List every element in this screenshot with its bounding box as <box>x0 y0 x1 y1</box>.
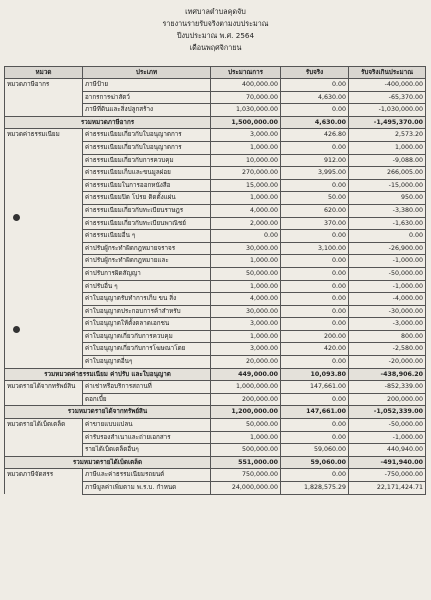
subtotal-row <box>5 406 426 419</box>
table-row <box>5 381 426 394</box>
diff-cell: -9,088.00 <box>349 154 426 167</box>
estimate-cell: 2,000.00 <box>211 217 281 230</box>
table-row <box>5 129 426 142</box>
type-cell: ค่าปรับการผิดสัญญา <box>83 267 211 280</box>
estimate-cell: 30,000.00 <box>211 242 281 255</box>
actual-cell: 0.00 <box>281 255 349 268</box>
table-row <box>5 217 426 230</box>
estimate-cell: 24,000,000.00 <box>211 482 281 495</box>
category-cell <box>5 393 83 406</box>
category-cell <box>5 179 83 192</box>
table-row <box>5 431 426 444</box>
subtotal-actual: 4,630.00 <box>281 116 349 129</box>
table-row <box>5 469 426 482</box>
category-cell: หมวดค่าธรรมเนียม <box>5 129 83 142</box>
category-cell <box>5 242 83 255</box>
type-cell: ค่าปรับผู้กระทำผิดกฎหมายและ <box>83 255 211 268</box>
diff-cell: 0.00 <box>349 230 426 243</box>
actual-cell: 0.00 <box>281 179 349 192</box>
diff-cell: -1,000.00 <box>349 255 426 268</box>
diff-cell: -3,000.00 <box>349 318 426 331</box>
estimate-cell: 270,000.00 <box>211 167 281 180</box>
revenue-table <box>4 66 426 495</box>
type-cell: ค่าใบอนุญาตเกี่ยวกับการควบคุม <box>83 330 211 343</box>
diff-cell: -852,339.00 <box>349 381 426 394</box>
category-cell <box>5 141 83 154</box>
fiscal-year: ปีงบประมาณ พ.ศ. 2564 <box>176 31 255 40</box>
actual-cell: 0.00 <box>281 280 349 293</box>
type-cell: ค่าธรรมเนียมเกี่ยวกับใบอนุญาตการ <box>83 141 211 154</box>
diff-cell: 800.00 <box>349 330 426 343</box>
category-cell <box>5 230 83 243</box>
table-row <box>5 179 426 192</box>
table-row <box>5 255 426 268</box>
table-row <box>5 154 426 167</box>
type-cell: ค่าใบอนุญาตประกอบการค้าสำหรับ <box>83 305 211 318</box>
actual-cell: 4,630.00 <box>281 91 349 104</box>
diff-cell: -65,370.00 <box>349 91 426 104</box>
subtotal-label: รวมหมวดค่าธรรมเนียม ค่าปรับ และใบอนุญาต <box>5 368 211 381</box>
estimate-cell: 3,000.00 <box>211 318 281 331</box>
diff-cell: 266,005.00 <box>349 167 426 180</box>
category-cell <box>5 293 83 306</box>
type-cell: ค่าธรรมเนียมเกี่ยวกับการควบคุม <box>83 154 211 167</box>
estimate-cell: 50,000.00 <box>211 419 281 432</box>
actual-cell: 0.00 <box>281 230 349 243</box>
type-cell: ค่ารับรองสำเนาและถ่ายเอกสาร <box>83 431 211 444</box>
table-row <box>5 192 426 205</box>
type-cell: ค่าปรับผู้กระทำผิดกฎหมายจราจร <box>83 242 211 255</box>
actual-cell: 0.00 <box>281 419 349 432</box>
table-row <box>5 104 426 117</box>
actual-cell: 0.00 <box>281 79 349 92</box>
actual-cell: 0.00 <box>281 356 349 369</box>
table-row <box>5 230 426 243</box>
type-cell: ภาษีที่ดินและสิ่งปลูกสร้าง <box>83 104 211 117</box>
table-row <box>5 167 426 180</box>
actual-cell: 147,661.00 <box>281 381 349 394</box>
estimate-cell: 15,000.00 <box>211 179 281 192</box>
subtotal-actual: 59,060.00 <box>281 456 349 469</box>
actual-cell: 0.00 <box>281 305 349 318</box>
table-body <box>5 79 426 495</box>
type-cell: ภาษีและค่าธรรมเนียมรถยนต์ <box>83 469 211 482</box>
col-header-estimate: ประมาณการ <box>211 67 281 79</box>
table-row <box>5 419 426 432</box>
actual-cell: 912.00 <box>281 154 349 167</box>
diff-cell: 200,000.00 <box>349 393 426 406</box>
col-header-category: หมวด <box>5 67 83 79</box>
type-cell: ค่าธรรมเนียมเกี่ยวกับใบอนุญาตการ <box>83 129 211 142</box>
actual-cell: 426.80 <box>281 129 349 142</box>
category-cell: หมวดรายได้เบ็ดเตล็ด <box>5 419 83 432</box>
estimate-cell: 1,030,000.00 <box>211 104 281 117</box>
table-row <box>5 343 426 356</box>
estimate-cell: 1,000.00 <box>211 141 281 154</box>
type-cell: รายได้เบ็ดเตล็ดอื่นๆ <box>83 444 211 457</box>
category-cell <box>5 154 83 167</box>
diff-cell: -3,380.00 <box>349 204 426 217</box>
estimate-cell: 1,000.00 <box>211 255 281 268</box>
estimate-cell: 3,000.00 <box>211 343 281 356</box>
table-row <box>5 318 426 331</box>
diff-cell: -750,000.00 <box>349 469 426 482</box>
table-header-row <box>5 67 426 79</box>
estimate-cell: 30,000.00 <box>211 305 281 318</box>
actual-cell: 420.00 <box>281 343 349 356</box>
estimate-cell: 1,000.00 <box>211 192 281 205</box>
category-cell <box>5 192 83 205</box>
subtotal-row <box>5 368 426 381</box>
subtotal-row <box>5 456 426 469</box>
table-row <box>5 280 426 293</box>
subtotal-label: รวมหมวดรายได้จากทรัพย์สิน <box>5 406 211 419</box>
category-cell <box>5 356 83 369</box>
subtotal-diff: -1,495,370.00 <box>349 116 426 129</box>
category-cell <box>5 305 83 318</box>
estimate-cell: 3,000.00 <box>211 129 281 142</box>
type-cell: ค่าใบอนุญาตเกี่ยวกับการโฆษณาโดย <box>83 343 211 356</box>
actual-cell: 0.00 <box>281 104 349 117</box>
type-cell: ค่าธรรมเนียมเก็บและขนมูลฝอย <box>83 167 211 180</box>
diff-cell: -400,000.00 <box>349 79 426 92</box>
subtotal-diff: -491,940.00 <box>349 456 426 469</box>
col-header-actual: รับจริง <box>281 67 349 79</box>
subtotal-diff: -438,906.20 <box>349 368 426 381</box>
type-cell: ค่าธรรมเนียมอื่น ๆ <box>83 230 211 243</box>
subtotal-diff: -1,052,339.00 <box>349 406 426 419</box>
report-title: รายงานรายรับจริงตามงบประมาณ <box>162 19 269 28</box>
table-row <box>5 91 426 104</box>
table-row <box>5 242 426 255</box>
estimate-cell: 4,000.00 <box>211 204 281 217</box>
table-row <box>5 356 426 369</box>
diff-cell: -1,000.00 <box>349 431 426 444</box>
table-row <box>5 267 426 280</box>
col-header-type: ประเภท <box>83 67 211 79</box>
estimate-cell: 10,000.00 <box>211 154 281 167</box>
estimate-cell: 750,000.00 <box>211 469 281 482</box>
actual-cell: 200.00 <box>281 330 349 343</box>
diff-cell: 440,940.00 <box>349 444 426 457</box>
subtotal-estimate: 1,500,000.00 <box>211 116 281 129</box>
category-cell <box>5 343 83 356</box>
actual-cell: 59,060.00 <box>281 444 349 457</box>
estimate-cell: 200,000.00 <box>211 393 281 406</box>
type-cell: ค่าธรรมเนียมเกี่ยวกับทะเบียนพาณิชย์ <box>83 217 211 230</box>
estimate-cell: 0.00 <box>211 230 281 243</box>
type-cell: ค่าเช่าหรือบริการสถานที่ <box>83 381 211 394</box>
estimate-cell: 70,000.00 <box>211 91 281 104</box>
type-cell: ภาษีป้าย <box>83 79 211 92</box>
category-cell <box>5 167 83 180</box>
actual-cell: 0.00 <box>281 431 349 444</box>
actual-cell: 620.00 <box>281 204 349 217</box>
actual-cell: 1,828,575.29 <box>281 482 349 495</box>
table-row <box>5 293 426 306</box>
punch-hole <box>13 214 20 221</box>
diff-cell: 1,000.00 <box>349 141 426 154</box>
org-name: เทศบาลตำบลคุดจับ <box>185 7 246 16</box>
category-cell <box>5 255 83 268</box>
subtotal-actual: 10,093.80 <box>281 368 349 381</box>
type-cell: ค่าขายแบบแปลน <box>83 419 211 432</box>
col-header-diff: รับจริงเกินประมาณ <box>349 67 426 79</box>
type-cell: อากรการฆ่าสัตว์ <box>83 91 211 104</box>
diff-cell: -15,000.00 <box>349 179 426 192</box>
diff-cell: -30,000.00 <box>349 305 426 318</box>
category-cell <box>5 482 83 495</box>
estimate-cell: 400,000.00 <box>211 79 281 92</box>
diff-cell: 22,171,424.71 <box>349 482 426 495</box>
type-cell: ค่าใบอนุญาตรับทำการเก็บ ขน สิ่ง <box>83 293 211 306</box>
type-cell: ค่าใบอนุญาตอื่นๆ <box>83 356 211 369</box>
type-cell: ค่าปรับอื่น ๆ <box>83 280 211 293</box>
diff-cell: -20,000.00 <box>349 356 426 369</box>
punch-hole <box>13 326 20 333</box>
estimate-cell: 500,000.00 <box>211 444 281 457</box>
type-cell: ค่าธรรมเนียมเกี่ยวกับทะเบียนราษฎร <box>83 204 211 217</box>
subtotal-estimate: 449,000.00 <box>211 368 281 381</box>
diff-cell: -50,000.00 <box>349 267 426 280</box>
actual-cell: 3,995.00 <box>281 167 349 180</box>
actual-cell: 370.00 <box>281 217 349 230</box>
actual-cell: 50.00 <box>281 192 349 205</box>
category-cell <box>5 431 83 444</box>
table-row <box>5 305 426 318</box>
estimate-cell: 20,000.00 <box>211 356 281 369</box>
estimate-cell: 1,000,000.00 <box>211 381 281 394</box>
actual-cell: 0.00 <box>281 318 349 331</box>
diff-cell: -1,630.00 <box>349 217 426 230</box>
report-header <box>0 6 431 54</box>
type-cell: ค่าธรรมเนียมในการออกหนังสือ <box>83 179 211 192</box>
category-cell: หมวดภาษีจัดสรร <box>5 469 83 482</box>
table-row <box>5 79 426 92</box>
actual-cell: 0.00 <box>281 267 349 280</box>
category-cell <box>5 444 83 457</box>
subtotal-label: รวมหมวดภาษีอากร <box>5 116 211 129</box>
category-cell <box>5 104 83 117</box>
category-cell: หมวดภาษีอากร <box>5 79 83 92</box>
diff-cell: -2,580.00 <box>349 343 426 356</box>
diff-cell: 950.00 <box>349 192 426 205</box>
table-row <box>5 393 426 406</box>
estimate-cell: 4,000.00 <box>211 293 281 306</box>
table-row <box>5 444 426 457</box>
estimate-cell: 1,000.00 <box>211 431 281 444</box>
table-row <box>5 482 426 495</box>
actual-cell: 0.00 <box>281 141 349 154</box>
subtotal-label: รวมหมวดรายได้เบ็ดเตล็ด <box>5 456 211 469</box>
diff-cell: -50,000.00 <box>349 419 426 432</box>
type-cell: ค่าใบอนุญาตให้ตั้งตลาดเอกชน <box>83 318 211 331</box>
category-cell <box>5 280 83 293</box>
table-row <box>5 330 426 343</box>
category-cell: หมวดรายได้จากทรัพย์สิน <box>5 381 83 394</box>
actual-cell: 0.00 <box>281 469 349 482</box>
diff-cell: -1,000.00 <box>349 280 426 293</box>
type-cell: ค่าธรรมเนียมปิด โปรย ติดตั้งแผ่น <box>83 192 211 205</box>
subtotal-actual: 147,661.00 <box>281 406 349 419</box>
actual-cell: 0.00 <box>281 293 349 306</box>
diff-cell: -1,030,000.00 <box>349 104 426 117</box>
category-cell <box>5 91 83 104</box>
actual-cell: 3,100.00 <box>281 242 349 255</box>
report-month: เดือนพฤศจิกายน <box>189 43 242 52</box>
subtotal-estimate: 551,000.00 <box>211 456 281 469</box>
diff-cell: 2,573.20 <box>349 129 426 142</box>
subtotal-estimate: 1,200,000.00 <box>211 406 281 419</box>
estimate-cell: 50,000.00 <box>211 267 281 280</box>
table-row <box>5 204 426 217</box>
estimate-cell: 1,000.00 <box>211 280 281 293</box>
category-cell <box>5 267 83 280</box>
actual-cell: 0.00 <box>281 393 349 406</box>
diff-cell: -26,900.00 <box>349 242 426 255</box>
diff-cell: -4,000.00 <box>349 293 426 306</box>
subtotal-row <box>5 116 426 129</box>
table-row <box>5 141 426 154</box>
type-cell: ภาษีมูลค่าเพิ่มตาม พ.ร.บ. กำหนด <box>83 482 211 495</box>
estimate-cell: 1,000.00 <box>211 330 281 343</box>
type-cell: ดอกเบี้ย <box>83 393 211 406</box>
